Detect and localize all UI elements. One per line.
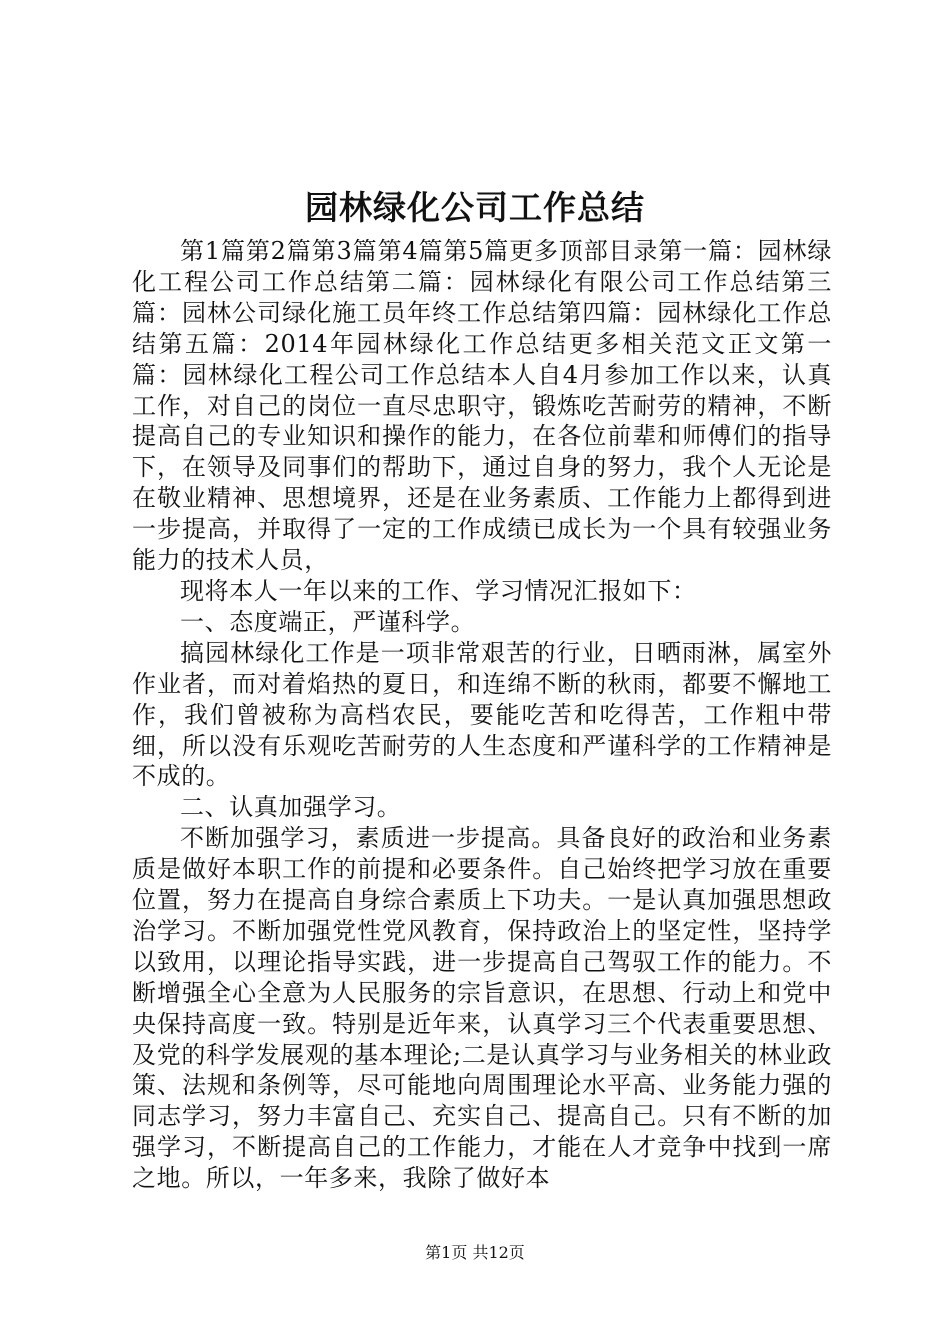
paragraph-study: 不断加强学习，素质进一步提高。具备良好的政治和业务素质是做好本职工作的前提和必要条件。自己始终把学习放在重要位置，努力在提高自身综合素质上下功夫。一是认真加强思想政治学习。不断加强党性党风教育，保持政治上的坚定性，坚持学以致用，以理论指导实践，进一步提高自己驾驭工作的能力。不断增强全心全意为人民服务的宗旨意识，在思想、行动上和党中央保持高度一致。特别是近年来，认真学习三个代表重要思想、及党的科学发展观的基本理论;二是认真学习与业务相关的林业政策、法规和条例等，尽可能地向周围理论水平高、业务能力强的同志学习，努力丰富自己、充实自己、提高自己。只有不断的加强学习，不断提高自己的工作能力，才能在人才竞争中找到一席之地。所以，一年多来，我除了做好本	[132, 824, 832, 1193]
document-title: 园林绿化公司工作总结	[305, 188, 645, 227]
paragraph-attitude: 搞园林绿化工作是一项非常艰苦的行业，日晒雨淋，属室外作业者，而对着焰热的夏日，和连绵不断的秋雨，都要不懈地工作，我们曾被称为高档农民，要能吃苦和吃得苦，工作粗中带细，所以没有乐观吃苦耐劳的人生态度和严谨科学的工作精神是不成的。	[132, 638, 832, 791]
section-heading-attitude: 一、态度端正，严谨科学。	[180, 607, 476, 636]
page-number-footer: 第1页 共12页	[425, 1243, 525, 1262]
document-body	[132, 236, 832, 1194]
paragraph-toc-and-intro: 第1篇第2篇第3篇第4篇第5篇更多顶部目录第一篇：园林绿化工程公司工作总结第二篇：园林绿化有限公司工作总结第三篇：园林公司绿化施工员年终工作总结第四篇：园林绿化工作总结第五篇：2014年园林绿化工作总结更多相关范文正文第一篇：园林绿化工程公司工作总结本人自4月参加工作以来，认真工作，对自己的岗位一直尽忠职守，锻炼吃苦耐劳的精神，不断提高自己的专业知识和操作的能力，在各位前辈和师傅们的指导下，在领导及同事们的帮助下，通过自身的努力，我个人无论是在敬业精神、思想境界，还是在业务素质、工作能力上都得到进一步提高，并取得了一定的工作成绩已成长为一个具有较强业务能力的技术人员，	[132, 237, 832, 575]
paragraph-report-intro: 现将本人一年以来的工作、学习情况汇报如下：	[180, 576, 697, 605]
section-heading-study: 二、认真加强学习。	[180, 793, 402, 822]
